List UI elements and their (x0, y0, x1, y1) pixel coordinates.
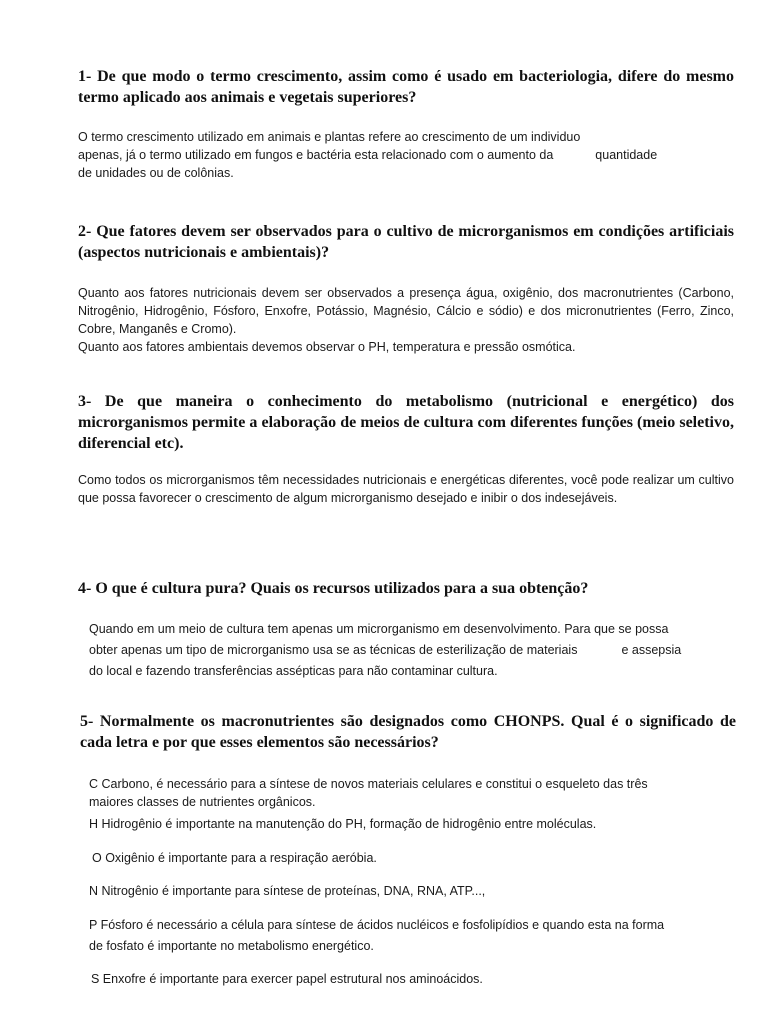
answer-3: Como todos os microrganismos têm necessidades nutricionais e energéticas diferentes, você pode realizar um cultivo que possa favorecer o crescimento de algum microrganismo desejado e inibir o dos indesejáveis. (78, 473, 734, 505)
answer-2 (78, 284, 734, 356)
answer-5-phosphorus: P Fósforo é necessário a célula para síntese de ácidos nucléicos e fosfolipídios e quando esta na forma de fosfato é importante no metabolismo energético. (89, 918, 665, 953)
question-4: 4- O que é cultura pura? Quais os recursos utilizados para a sua obtenção? (78, 580, 589, 597)
answer-5-oxygen: O Oxigênio é importante para a respiração aeróbia. (92, 851, 377, 865)
question-3: 3- De que maneira o conhecimento do metabolismo (nutricional e energético) dos microrganismos permite a elaboração de meios de cultura com diferentes funções (meio seletivo, diferencial etc). (78, 393, 734, 452)
answer-5-hydrogen: H Hidrogênio é importante na manutenção do PH, formação de hidrogênio entre moléculas. (89, 817, 597, 831)
answer-4-line-2: obter apenas um tipo de microrganismo usa se as técnicas de esterilização de materiais e assepsia (89, 643, 682, 657)
answer-4-line-1: Quando em um meio de cultura tem apenas um microrganismo em desenvolvimento. Para que se possa (89, 622, 669, 636)
question-5: 5- Normalmente os macronutrientes são designados como CHONPS. Qual é o significado de cada letra e por que esses elementos são necessários? (80, 713, 736, 751)
answer-4-line-3: do local e fazendo transferências assépticas para não contaminar cultura. (89, 664, 498, 678)
answer-5-carbon: C Carbono, é necessário para a síntese de novos materiais celulares e constitui o esqueleto das três maiores classes de nutrientes orgânicos. (89, 777, 648, 809)
answer-5-nitrogen: N Nitrogênio é importante para síntese de proteínas, DNA, RNA, ATP..., (89, 884, 486, 898)
answer-4 (89, 619, 745, 682)
answer-2-environmental: Quanto aos fatores ambientais devemos observar o PH, temperatura e pressão osmótica. (78, 340, 576, 354)
question-2: 2- Que fatores devem ser observados para o cultivo de microrganismos em condições artificiais (aspectos nutricionais e ambientais)? (78, 223, 734, 261)
answer-2-nutritional: Quanto aos fatores nutricionais devem ser observados a presença água, oxigênio, dos macronutrientes (Carbono, Nitrogênio, Hidrogênio, Fósforo, Enxofre, Potássio, Magnésio, Cálcio e sódio) e dos micronutrientes (Ferro, Zinco, Cobre, Manganês e Cromo). (78, 286, 734, 336)
answer-1 (78, 128, 734, 182)
answer-1-line-1: O termo crescimento utilizado em animais e plantas refere ao crescimento de um individuo (78, 130, 581, 144)
answer-5-sulfur: S Enxofre é importante para exercer papel estrutural nos aminoácidos. (91, 972, 483, 986)
answer-1-line-2: apenas, já o termo utilizado em fungos e bactéria esta relacionado com o aumento da quantidade (78, 148, 658, 162)
answer-1-line-3: de unidades ou de colônias. (78, 166, 234, 180)
question-1: 1- De que modo o termo crescimento, assim como é usado em bacteriologia, difere do mesmo termo aplicado aos animais e vegetais superiores? (78, 68, 734, 106)
